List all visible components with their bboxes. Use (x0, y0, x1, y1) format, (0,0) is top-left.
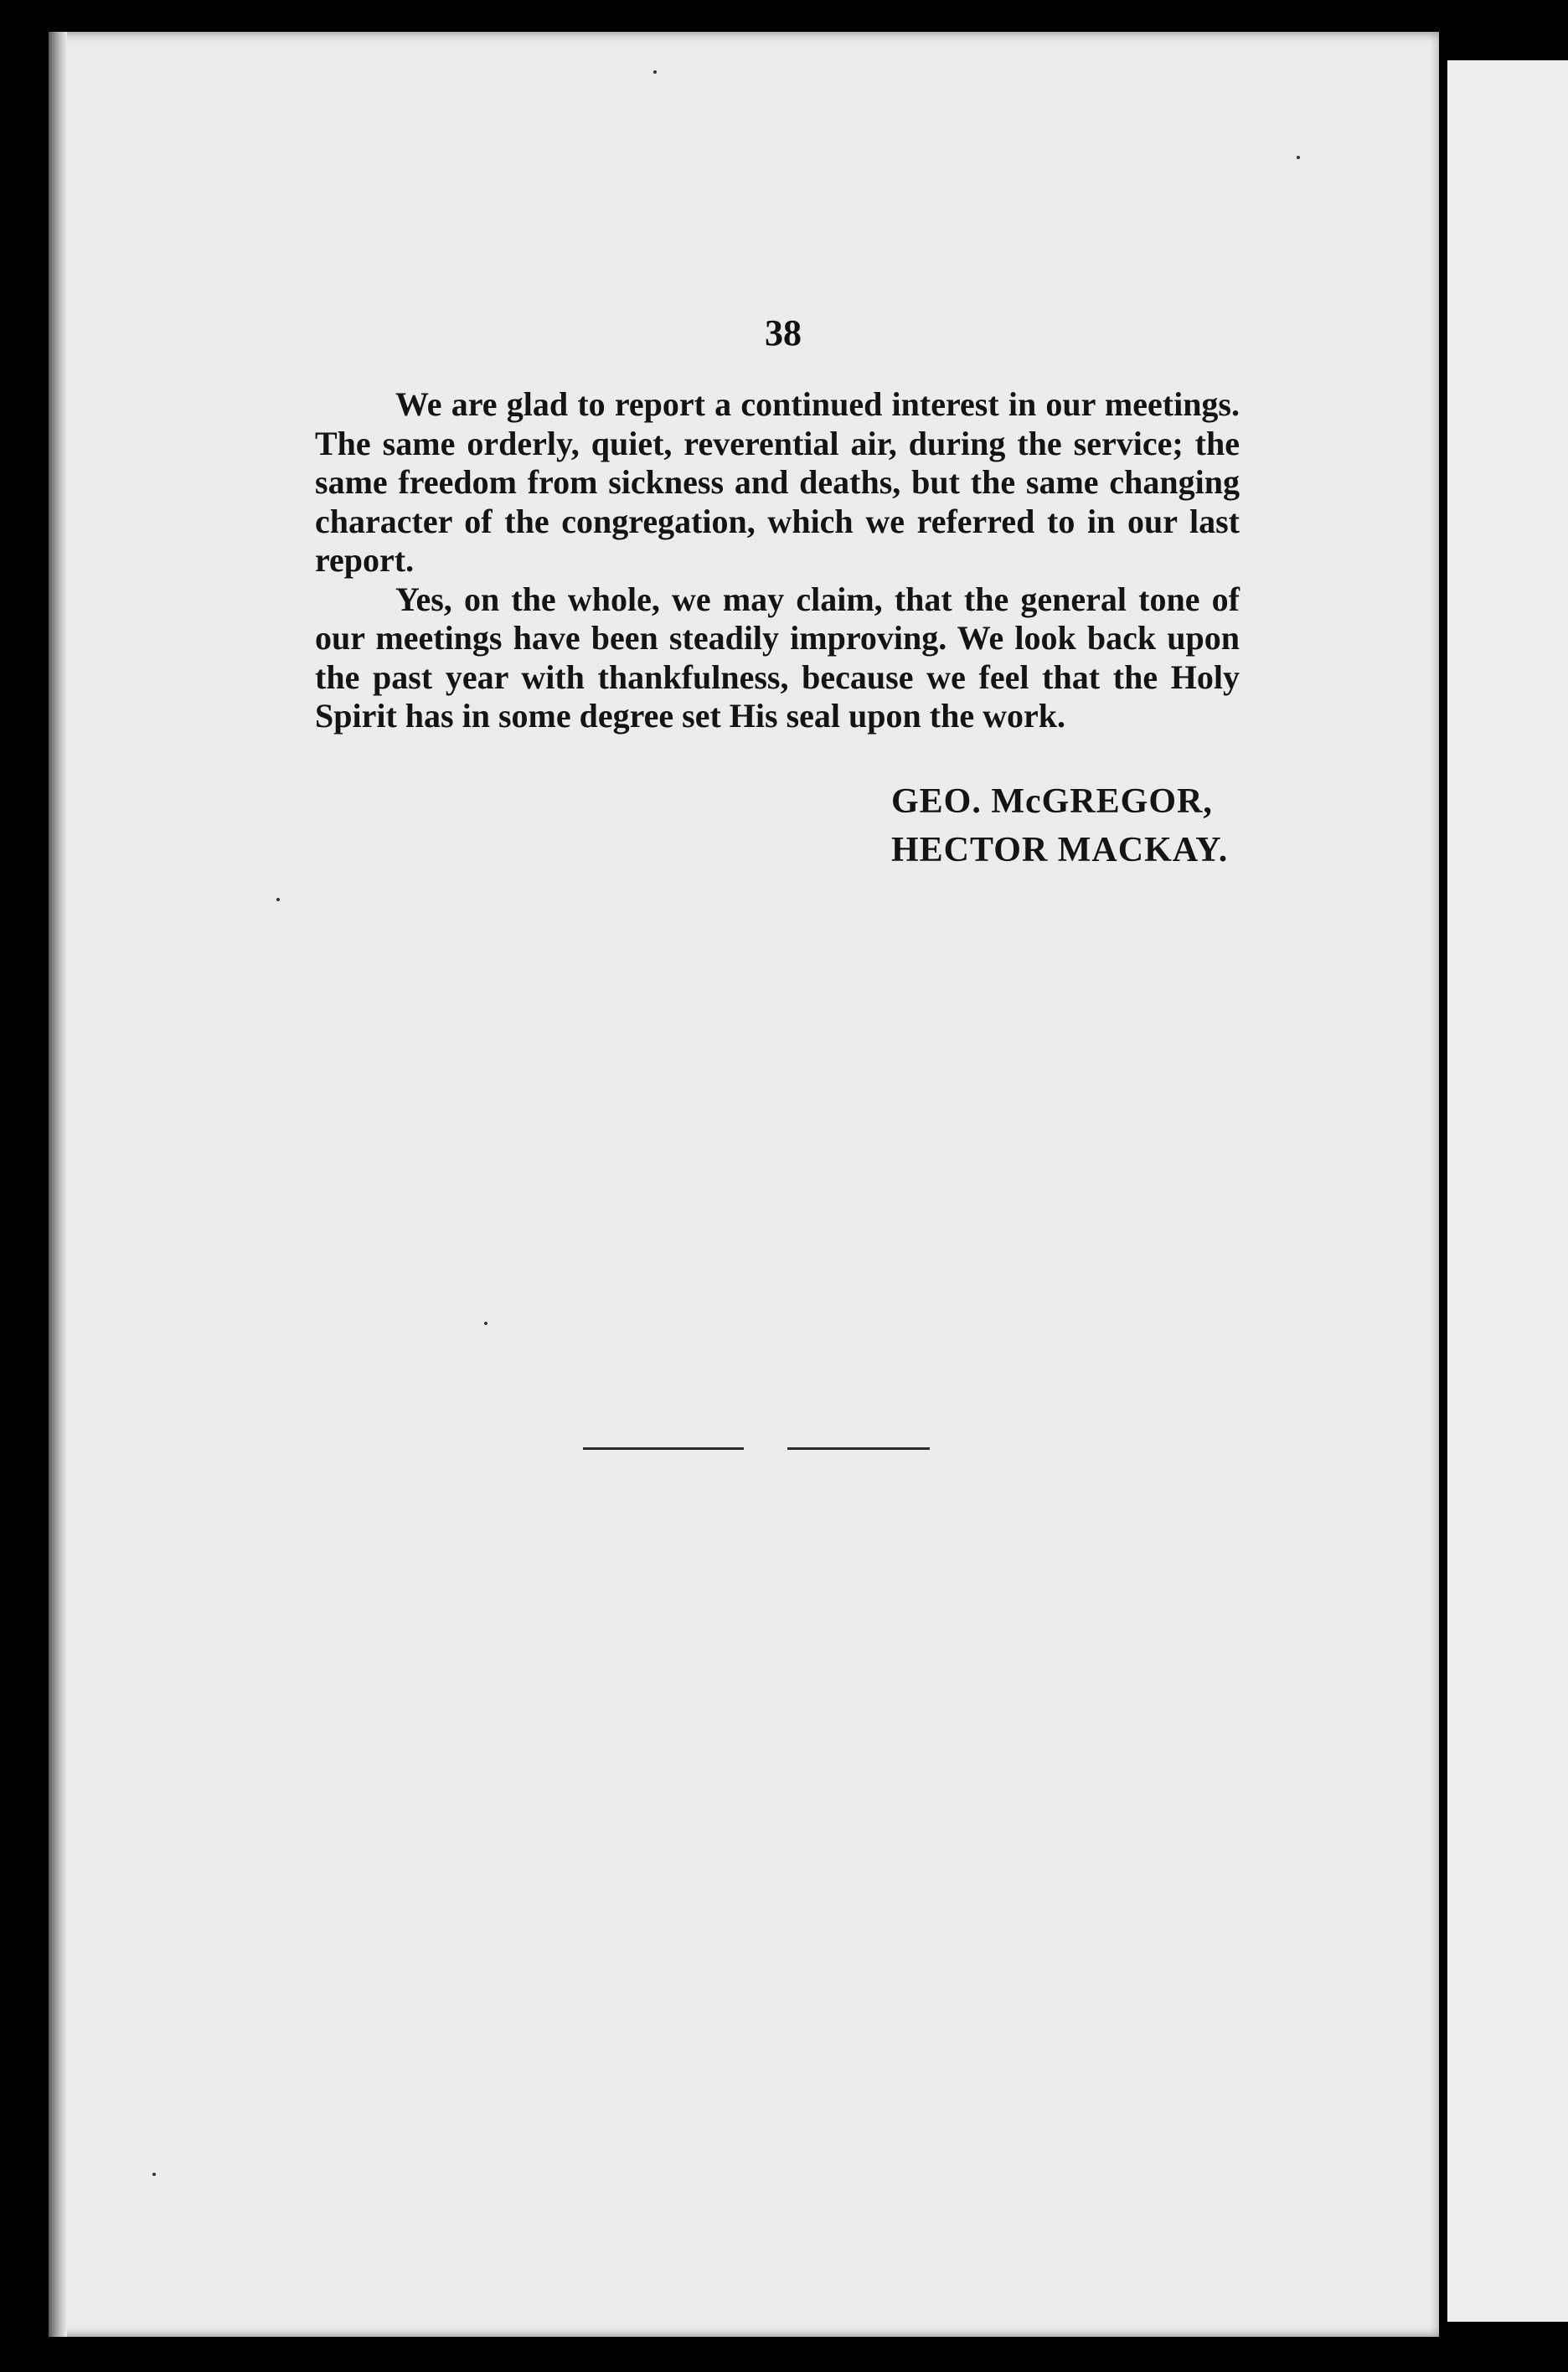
paragraph-2: Yes, on the whole, we may claim, that the general tone of our meetings have been steadily improving. We look back upon the past year with thankfulness, because we feel that the Holy Spirit has in some degree set His seal upon the work. (315, 580, 1240, 735)
signatory-2: HECTOR MACKAY. (891, 831, 1229, 869)
section-divider-right (787, 1447, 930, 1450)
signatory-1: GEO. McGREGOR, (891, 782, 1213, 821)
page-number: 38 (765, 312, 802, 353)
paper-speck (484, 1322, 487, 1325)
paper-speck (276, 898, 280, 901)
book-page (49, 32, 1439, 2337)
paper-speck (1297, 156, 1300, 159)
report-body (315, 385, 1240, 736)
adjacent-page-edge (1447, 60, 1568, 2322)
signature-block (891, 777, 1243, 874)
section-divider-left (583, 1447, 744, 1450)
paragraph-1: We are glad to report a continued interest in our meetings. The same orderly, quiet, reverential air, during the service; the same freedom from sickness and deaths, but the same changing character of the congregation, which we referred to in our last report. (315, 385, 1240, 579)
paper-speck (653, 70, 657, 74)
paper-speck (152, 2173, 156, 2176)
